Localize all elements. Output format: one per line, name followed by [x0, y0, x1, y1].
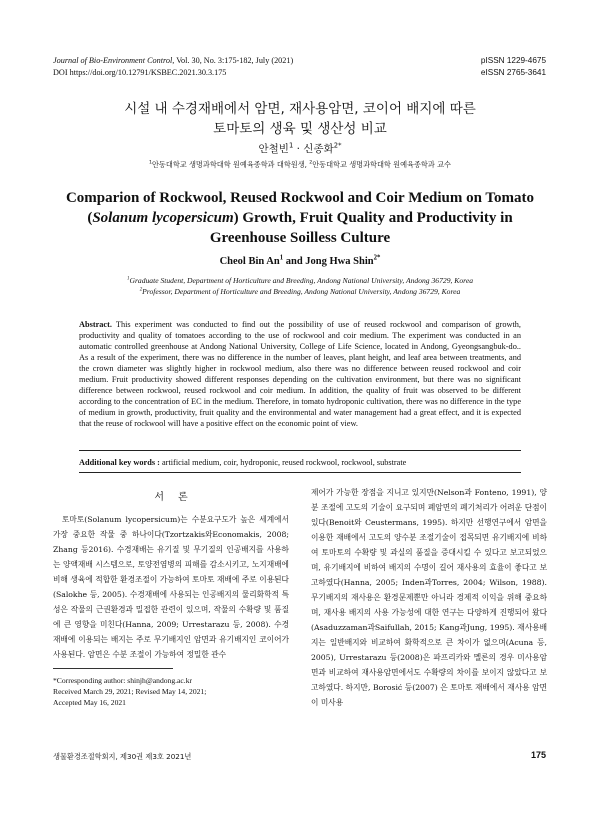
english-authors: [0, 256, 600, 267]
english-title: [40, 188, 560, 248]
ko-author-2: 신종화: [303, 143, 334, 155]
keywords-divider-bottom: [79, 472, 521, 473]
ko-affil-1: 안동대학교 생명과학대학 원예육종학과 대학원생,: [151, 160, 310, 169]
ko-author-separator: ·: [293, 143, 304, 155]
en-author-2: Jong Hwa Shin: [305, 256, 374, 267]
abstract-divider-top: [79, 450, 521, 451]
korean-title: [0, 99, 600, 139]
en-affil-1-line: [0, 275, 600, 286]
accepted-date: Accepted May 16, 2021: [53, 698, 126, 707]
footnote-divider: [53, 668, 173, 669]
journal-header: [53, 55, 293, 79]
ko-affil-1-sup: 1: [149, 160, 152, 166]
intro-paragraph-left: 토마토(Solanum lycopersicum)는 수분요구도가 높은 세계에서 가장 중요한 작물 중 하나이다(Tzortzakis와Economakis, 2008; Zhang 등2016). 수경재배는 유기질 및 무기질의 인공배지를 사용하는 양액재배 시스템으로, 토양전염병의 피해를 감소시키고, 노지재배에 비해 생육에 적합한 환경조절이 가능하여 토마토 재배에 주로 이용된다(Salokhe 등, 2005). 수경재배에 사용되는 인공배지의 물리화학적 특성은 작물의 근권환경과 밀접한 관련이 있으며, 작물의 수확량 및 품질에 큰 영향을 미친다(Hanna, 2009; Urrestarazu 등, 2008). 수경재배에 이용되는 배지는 주로 무기배지인 암면과 유기배지인 코이어가 사용된다. 암면은 수분 조절이 가능하여 정밀한 관수: [53, 515, 289, 659]
en-affil-2: Professor, Department of Horticulture and Breeding, Andong National University, Andong 36729, Korea: [142, 287, 461, 296]
en-author-1-sup: 1: [279, 254, 284, 262]
body-column-right: [311, 485, 547, 710]
english-title-line-3: Greenhouse Soilless Culture: [209, 230, 391, 246]
ko-affil-2: 안동대학교 생명과학대학 원예육종학과 교수: [312, 160, 451, 169]
english-title-line-2-rest: ) Growth, Fruit Quality and Productivity in: [233, 210, 513, 226]
en-affil-1-sup: 1: [127, 276, 130, 282]
ko-author-1-sup: 1: [288, 141, 294, 150]
journal-citation-line: [53, 55, 293, 67]
journal-name: Journal of Bio-Environment Control: [53, 56, 173, 65]
abstract: [79, 319, 521, 429]
pissn: pISSN 1229-4675: [480, 56, 546, 65]
abstract-text: This experiment was conducted to find out the possibility of use of reused rockwool and comparison of growth, productivity and quality of tomatoes according to the use of rockwool and coir medium. The experiment was conducted in an automatic controlled greenhouse at Andong National University, College of Life Science, located in Andong, Gyeongsangbuk-do.. As a result of the experiment, there was no difference in the number of leaves, plant height, and leaf area between treatments, and the crown diameter was slightly higher in rockwool medium, also there was no difference between reused rockwool and coir medium. Fruit productivity showed different responses depending on the cultivation environment, but there was no significant difference between rockwool, reused rockwool and coir medium. In addition, the quality of fruit was observed to be different according to the concentration of EC in the medium. Therefore, in tomato hydroponic cultivation, there was no difference in the type of medium in growth, productivity, fruit quality and the environmental and water management had a great effect, and it is expected that the reuse of rockwool will have a positive effect on the economic point of view.: [79, 320, 521, 428]
ko-author-2-sup: 2*: [333, 141, 342, 150]
korean-affiliations: [0, 160, 600, 170]
footnote: [53, 675, 289, 708]
korean-title-line-1: 시설 내 수경재배에서 암면, 재사용암면, 코이어 배지에 따른: [124, 101, 476, 117]
keywords: [79, 458, 521, 467]
ko-author-1: 안철빈: [258, 143, 289, 155]
received-dates: Received March 29, 2021; Revised May 14, 2021;: [53, 687, 207, 696]
page-number: 175: [530, 750, 546, 760]
english-affiliations: [0, 275, 600, 297]
species-name: Solanum lycopersicum: [92, 210, 234, 226]
english-title-line-1: Comparion of Rockwool, Reused Rockwool and Coir Medium on Tomato: [65, 190, 535, 206]
en-affil-2-sup: 2: [139, 287, 143, 293]
intro-paragraph-right: 제어가 가능한 장점을 지니고 있지만(Nelson과 Fonteno, 1991), 양분 조절에 고도의 기술이 요구되며 폐암면의 폐기처리가 어려운 단점이 있다(Benoit와 Ceustermans, 1995). 하지만 선행연구에서 암면을 이용한 재배에서 고도의 양수분 조절기술이 접목되면 유기배지에 비하여 토마토의 수확량 및 과실의 품질을 증대시킬 수 있다고 보고되었으며, 유기배지에 비하여 배지의 수명이 길어 재사용의 효율이 좋다고 보고하였다(Hanna, 2005; Inden과Torres, 2004; Wilson, 1988). 무기배지의 재사용은 환경문제뿐만 아니라 경제적 이익을 위해 중요하며, 재사용 배지의 사용 가능성에 대한 연구는 다양하게 진행되어 왔다(Asaduzzaman과Saifullah, 2015; Kang과Jung, 1995). 재사용배지는 일반배지와 비교하여 화학적으로 큰 차이가 없으며(Acuna 등, 2005), Urrestarazu 등(2008)은 파프리카와 멜론의 경우 미사용암면과 비교하여 재사용암면에서도 수확량의 차이를 보이지 않았다고 보고하였다. 하지만, Borosić 등(2007) 은 토마토 재배에서 재사용 암면이 미사용: [311, 488, 547, 707]
en-affil-1: Graduate Student, Department of Horticulture and Breeding, Andong National University, Andong 36729, Korea: [129, 276, 473, 285]
en-author-2-sup: 2*: [373, 254, 381, 262]
english-title-open-paren: (: [87, 210, 93, 226]
korean-authors: [0, 141, 600, 156]
ko-affil-2-sup: 2: [309, 160, 313, 166]
eissn: eISSN 2765-3641: [480, 68, 546, 77]
issn-block: [481, 55, 546, 79]
korean-title-line-2: 토마토의 생육 및 생산성 비교: [213, 121, 387, 137]
en-author-1: Cheol Bin An: [219, 256, 280, 267]
en-affil-2-line: [0, 286, 600, 297]
section-heading-introduction: 서론: [154, 492, 202, 503]
corresponding-author: *Corresponding author: shinjh@andong.ac.kr: [53, 676, 193, 685]
english-title-line-2: [40, 208, 560, 228]
page-footer-journal: 생물환경조절학회지, 제30권 제3호 2021년: [53, 752, 192, 761]
doi[interactable]: DOI https://doi.org/10.12791/KSBEC.2021.30.3.175: [53, 68, 227, 77]
journal-volume: , Vol. 30, No. 3:175-182, July (2021): [172, 56, 294, 65]
body-column-left: [53, 490, 289, 662]
keywords-label: Additional key words :: [79, 458, 160, 467]
keywords-text: artificial medium, coir, hydroponic, reused rockwool, rockwool, substrate: [159, 458, 407, 467]
abstract-label: Abstract.: [79, 320, 112, 329]
en-author-and: and: [283, 256, 306, 267]
